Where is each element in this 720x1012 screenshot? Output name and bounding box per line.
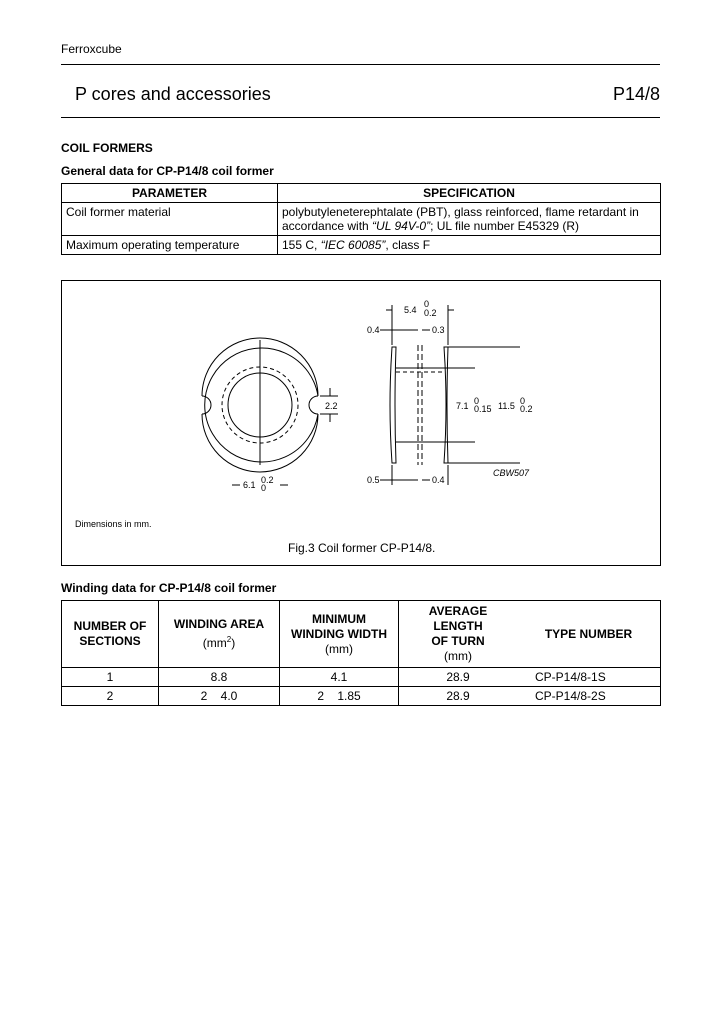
svg-text:6.1: 6.1 — [243, 480, 256, 490]
header-winding-area: WINDING AREA $(mm^2)$ — [159, 601, 280, 668]
section-heading: COIL FORMERS — [61, 141, 153, 155]
header-avg-length: AVERAGE LENGTH OF TURN (mm) — [399, 601, 518, 668]
header-parameter: PARAMETER — [62, 184, 278, 203]
winding-caption: Winding data for CP-P14/8 coil former — [61, 581, 277, 595]
svg-text:0: 0 — [474, 396, 480, 406]
svg-text:0: 0 — [520, 396, 526, 406]
svg-text:0.3: 0.3 — [432, 325, 445, 335]
svg-text:0.2: 0.2 — [424, 308, 437, 318]
svg-text:0.4: 0.4 — [432, 475, 445, 485]
winding-data-table — [61, 600, 661, 706]
svg-text:0: 0 — [424, 299, 430, 309]
svg-text:0.15: 0.15 — [474, 404, 492, 414]
spec-cell: polybutyleneterephtalate (PBT), glass reinforced, flame retardant in accordance with “UL 94V-0”; UL file number E45329 (R) — [278, 203, 661, 236]
header-specification: SPECIFICATION — [278, 184, 661, 203]
general-caption: General data for CP-P14/8 coil former — [61, 164, 274, 178]
svg-text:11.5: 11.5 — [498, 401, 515, 411]
svg-text:7.1: 7.1 — [456, 401, 469, 411]
svg-text:2.2: 2.2 — [325, 401, 338, 411]
svg-text:Dimensions in mm.: Dimensions in mm. — [75, 519, 152, 529]
param-cell: Coil former material — [62, 203, 278, 236]
svg-text:0.2: 0.2 — [261, 475, 274, 485]
header-sections: NUMBER OF SECTIONS — [62, 601, 159, 668]
svg-text:5.4: 5.4 — [404, 305, 417, 315]
page-title: P cores and accessories — [75, 84, 271, 104]
part-number: P14/8 — [612, 84, 660, 104]
table-row: 1 8.8 4.1 28.9 CP-P14/8-1S — [62, 668, 661, 687]
table-row: 2 2 4.0 2 1.85 28.9 CP-P14/8-2S — [62, 687, 661, 706]
svg-text:0: 0 — [261, 483, 267, 493]
header-type-number: TYPE NUMBER — [517, 601, 661, 668]
svg-text:0.2: 0.2 — [520, 404, 533, 414]
svg-text:0.5: 0.5 — [367, 475, 380, 485]
svg-text:CBW507: CBW507 — [493, 468, 530, 478]
param-cell: Maximum operating temperature — [62, 236, 278, 255]
figure-caption: Fig.3 Coil former CP-P14/8. — [288, 541, 436, 555]
header-min-width: MINIMUM WINDING WIDTH (mm) — [280, 601, 399, 668]
company-name: Ferroxcube — [61, 42, 122, 56]
spec-cell: 155 C, “IEC 60085”, class F — [278, 236, 661, 255]
svg-text:0.4: 0.4 — [367, 325, 380, 335]
